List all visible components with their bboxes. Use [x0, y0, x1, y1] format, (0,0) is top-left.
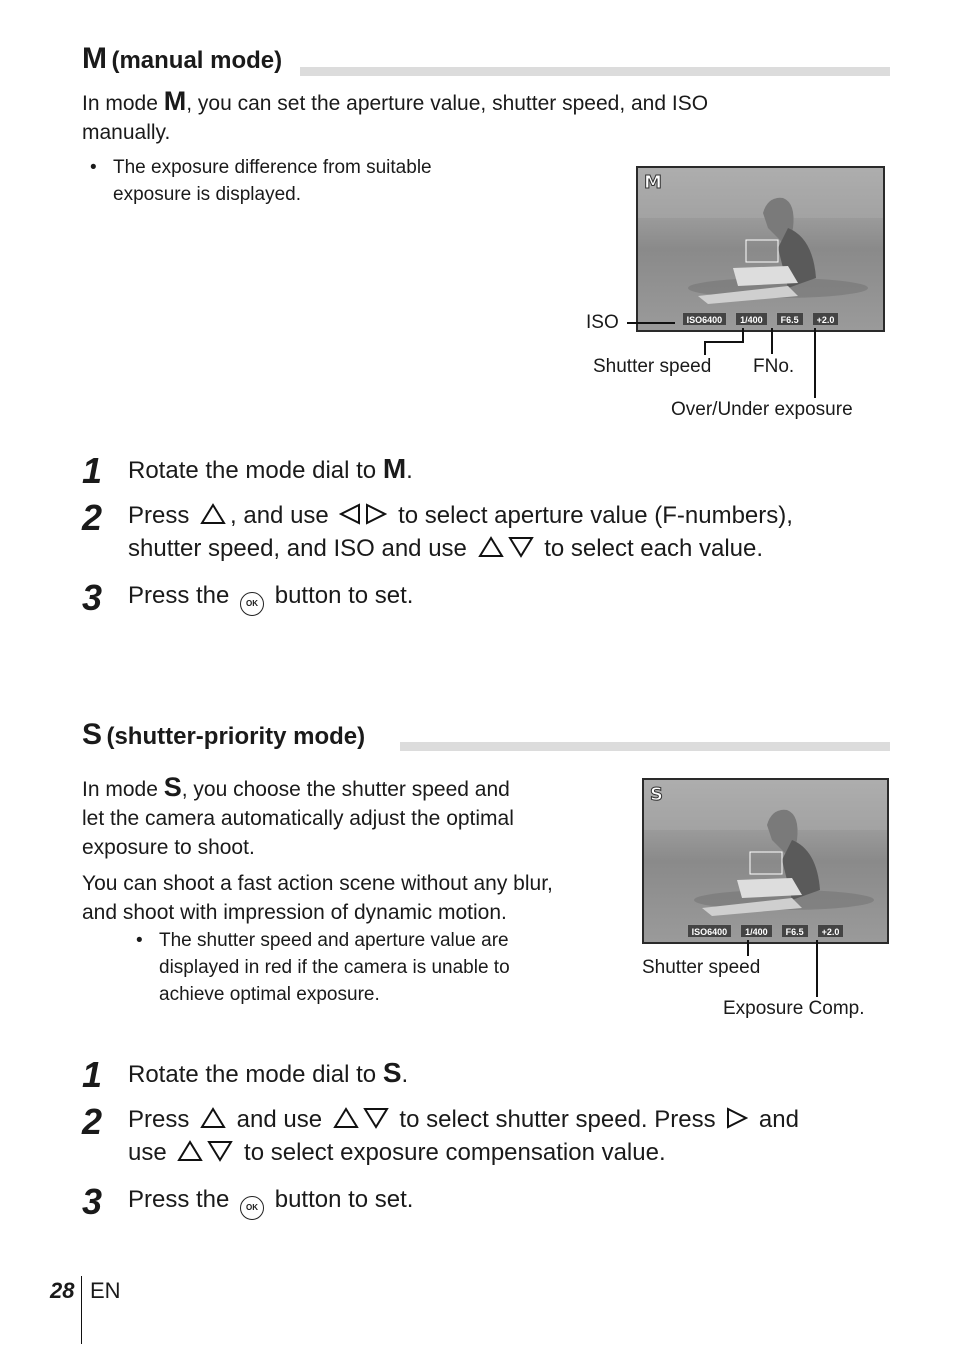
camera-screen-shutter: [642, 778, 889, 944]
callout-shutter-speed: Shutter speed: [642, 957, 761, 978]
step-number: 3: [82, 1181, 103, 1222]
step-text: Rotate the mode dial to S.: [128, 1057, 409, 1088]
step-number: 3: [82, 577, 103, 618]
step-number: 2: [82, 1101, 103, 1142]
shutter-intro: In mode S, you choose the shutter speed and let the camera automatically adjust the optimal exposure to shoot.: [82, 772, 514, 859]
step-text: Press and use to select shutter speed. Press and use to select exposure compensation value.: [128, 1106, 799, 1166]
leader-line: [704, 341, 706, 355]
leader-line: [742, 328, 744, 342]
callout-over-under: Over/Under exposure: [671, 399, 853, 420]
shutter-description: You can shoot a fast action scene without any blur, and shoot with impression of dynamic motion.: [82, 872, 553, 924]
footer-divider: [81, 1276, 82, 1344]
mode-indicator: M: [644, 172, 662, 193]
section-heading-manual: [82, 42, 282, 76]
shutter-bullet: • The shutter speed and aperture value are displayed in red if the camera is unable to achieve optimal exposure.: [136, 930, 510, 1005]
step-text: Rotate the mode dial to M.: [128, 453, 413, 484]
ok-button-icon: OK: [240, 1196, 264, 1220]
iso-readout: ISO6400: [687, 924, 733, 938]
sample-photo-image: [644, 780, 887, 942]
mode-letter: M: [82, 42, 107, 75]
exposure-readout: +2.0: [812, 312, 840, 326]
section-heading-shutter: [82, 718, 365, 752]
callout-iso: ISO: [586, 312, 619, 333]
leader-line: [816, 940, 818, 997]
step-text: Press , and use to select aperture value (F-numbers), shutter speed, and ISO and use to select each value.: [128, 502, 793, 562]
sample-photo-image: [638, 168, 883, 330]
up-arrow-icon: [200, 1107, 226, 1129]
fno-readout: F6.5: [776, 312, 804, 326]
camera-screen-manual: [636, 166, 885, 332]
up-down-arrow-icon: [333, 1107, 389, 1129]
ok-button-icon: OK: [240, 592, 264, 616]
section-title: (shutter-priority mode): [106, 723, 366, 750]
shutter-readout: 1/400: [740, 924, 773, 938]
up-down-arrow-icon: [177, 1140, 233, 1162]
fno-readout: F6.5: [781, 924, 809, 938]
manual-bullet: • The exposure difference from suitable exposure is displayed.: [90, 157, 432, 205]
step-number: 1: [82, 450, 103, 491]
step-number: 1: [82, 1054, 103, 1095]
up-down-arrow-icon: [478, 536, 534, 558]
leader-line: [814, 328, 816, 398]
leader-line: [747, 940, 749, 956]
step-text: Press the OK button to set.: [128, 579, 413, 616]
right-arrow-icon: [726, 1107, 748, 1129]
left-right-arrow-icon: [339, 503, 387, 525]
section-rule: [400, 742, 890, 751]
leader-line: [771, 328, 773, 354]
callout-fno: FNo.: [753, 356, 795, 377]
section-title: (manual mode): [111, 47, 283, 74]
lcd-status-bar: [644, 924, 887, 938]
step-text: Press the OK button to set.: [128, 1183, 413, 1220]
mode-letter: S: [82, 718, 103, 751]
language-label: EN: [90, 1278, 121, 1303]
manual-intro: In mode M, you can set the aperture value, shutter speed, and ISO manually.: [82, 86, 709, 144]
callout-shutter-speed: Shutter speed: [593, 356, 712, 377]
leader-line: [704, 341, 744, 343]
step-number: 2: [82, 497, 103, 538]
iso-readout: ISO6400: [682, 312, 728, 326]
callout-exposure-comp: Exposure Comp.: [723, 998, 865, 1019]
exposure-readout: +2.0: [817, 924, 845, 938]
leader-line: [627, 322, 675, 324]
shutter-readout: 1/400: [735, 312, 768, 326]
section-rule: [300, 67, 890, 76]
page-number: 28: [50, 1278, 75, 1303]
mode-indicator: S: [650, 784, 663, 805]
up-arrow-icon: [200, 503, 226, 525]
